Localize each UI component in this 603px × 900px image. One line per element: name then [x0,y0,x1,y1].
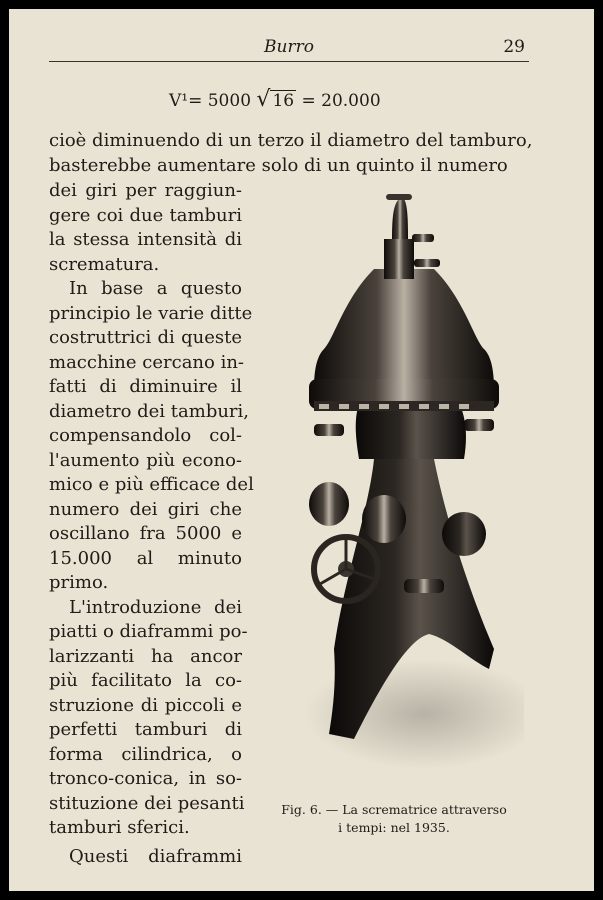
text-line: 15.000 al minuto [49,548,242,569]
cream-separator-illustration [274,179,524,779]
text-line: più facilitato la co- [49,670,242,691]
formula-lhs: V¹= 5000 [169,91,252,111]
page-header [49,37,529,62]
figure-caption-line-2: i tempi: nel 1935. [338,820,450,835]
text-line: Questi diaframmi [69,846,242,867]
text-line: compensandolo col- [49,425,242,446]
text-line: larizzanti ha ancor [49,646,242,667]
text-line: tronco-conica, in so- [49,768,242,789]
text-line: gere coi due tamburi [49,205,242,226]
figure-caption-line-1: Fig. 6. — La scrematrice attraverso [281,802,507,817]
text-line: fatti di diminuire il [49,376,242,397]
text-line: tamburi sferici. [49,817,190,838]
text-line: macchine cercano in- [49,352,245,373]
radical-sign: √ [256,87,271,112]
text-line: forma cilindrica, o [49,744,242,765]
running-title: Burro [264,37,314,57]
text-line: piatti o diaframmi po- [49,621,248,642]
text-line: basterebbe aumentare solo di un quinto il numero [49,155,508,176]
text-line: diametro dei tamburi, [49,401,250,422]
text-line: l'aumento più econo- [49,450,242,471]
text-line: dei giri per raggiun- [49,180,242,201]
text-line: perfetti tamburi di [49,719,242,740]
formula-radicand: 16 [272,91,295,111]
text-line: mico e più efficace del [49,474,254,495]
text-line: primo. [49,572,109,593]
text-line: oscillano fra 5000 e [49,523,242,544]
text-line: struzione di piccoli e [49,695,242,716]
text-line: principio le varie ditte [49,303,253,324]
formula [169,87,381,112]
text-line: stituzione dei pesanti [49,793,245,814]
text-line: numero dei giri che [49,499,242,520]
text-line: L'introduzione dei [69,597,242,618]
page-number: 29 [503,37,525,57]
text-line: cioè diminuendo di un terzo il diametro del tamburo, [49,130,533,151]
text-line: scrematura. [49,254,160,275]
text-line: In base a questo [69,278,242,299]
book-page [9,9,594,891]
formula-rhs: = 20.000 [301,91,381,111]
text-line: costruttrici di queste [49,327,242,348]
text-line: la stessa intensità di [49,229,242,250]
